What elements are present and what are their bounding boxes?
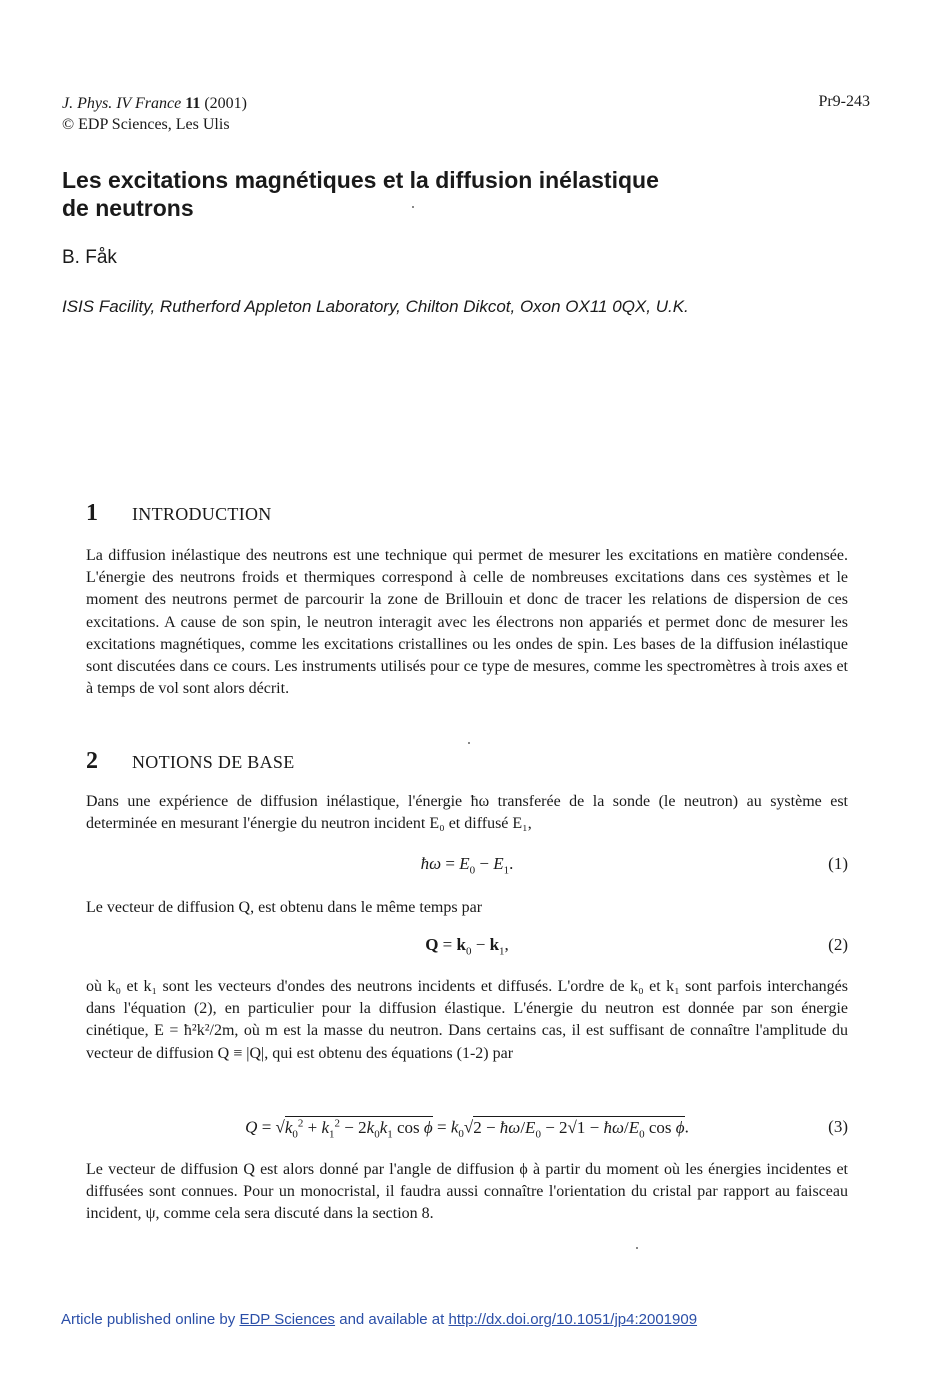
equation-1	[86, 854, 848, 878]
equation-1-body: ħω = $E_0 - E_1$.	[420, 854, 514, 877]
title-line-1: Les excitations magnétiques et la diffusion inélastique	[62, 167, 659, 193]
title-line-2: de neutrons	[62, 195, 194, 221]
equation-2	[86, 935, 848, 959]
author: B. Fåk	[62, 247, 117, 268]
section-2-title: NOTIONS DE BASE	[132, 752, 295, 772]
scan-speck	[636, 1247, 638, 1249]
journal-year: (2001)	[204, 95, 247, 112]
section-1-title: INTRODUCTION	[132, 504, 272, 524]
equation-2-number: (2)	[828, 935, 848, 954]
section-1-heading	[86, 500, 272, 527]
section-2-number: 2	[86, 748, 98, 774]
scan-speck	[468, 742, 470, 744]
section-2-heading	[86, 748, 295, 775]
paper-title	[62, 166, 822, 222]
equation-3-body: $Q = √k_0^2 + k_1^2 - 2k_0k_1$ $\cos \phi = k_0√2$ − $ħ\omega/E_0 - 2√1$ − $ħ\omega/E_0$ cos ϕ.	[245, 1117, 689, 1141]
footer	[61, 1311, 697, 1328]
section-1-paragraph: La diffusion inélastique des neutrons est une technique qui permet de mesurer les excitations en matière condensée. L'énergie des neutrons froids et thermiques correspond à celle de nombreuses excitations dans ces systèmes et le moment des neutrons permet de parcourir la zone de Brillouin et donc de tracer les relations de dispersion de ces excitations. A cause de son spin, le neutron interagit avec les électrons non appariés et permet donc de mesurer les excitations magnétiques, comme les excitations cristallines ou les ondes de spin. Les bases de la diffusion inélastique sont discutées dans ce cours. Les instruments utilisés pour ce type de mesures, comme les spectromètres à trois axes et à temps de vol sont alors décrit.	[86, 547, 848, 698]
equation-3	[86, 1117, 848, 1141]
journal-volume: 11	[185, 95, 201, 112]
equation-2-body: $Q = k_0 - k_1$,	[425, 935, 509, 958]
section-2-paragraph-1: Dans une expérience de diffusion inélastique, l'énergie ħω transferée de la sonde (le neutron) au système est determinée en mesurant l'énergie du neutron incident E₀ et diffusé E₁,	[86, 793, 848, 833]
journal-name: J. Phys. IV France	[62, 95, 182, 112]
page-number: Pr9-243	[818, 93, 870, 110]
affiliation: ISIS Facility, Rutherford Appleton Laboratory, Chilton Dikcot, Oxon OX11 0QX, U.K.	[62, 297, 689, 316]
footer-prefix: Article published online by	[61, 1311, 236, 1328]
copyright: © EDP Sciences, Les Ulis	[62, 116, 230, 133]
journal-citation	[62, 93, 247, 135]
equation-3-number: (3)	[828, 1117, 848, 1136]
section-1-number: 1	[86, 500, 98, 526]
equation-1-number: (1)	[828, 854, 848, 873]
publisher-link[interactable]: EDP Sciences	[239, 1311, 336, 1328]
scan-speck	[412, 206, 414, 208]
footer-middle: and available at	[339, 1311, 445, 1328]
doi-link[interactable]: http://dx.doi.org/10.1051/jp4:2001909	[448, 1311, 698, 1328]
section-2-paragraph-4: Le vecteur de diffusion Q est alors donné par l'angle de diffusion ϕ à partir du moment où les énergies incidentes et diffusées sont connues. Pour un monocristal, il faudra aussi connaître l'orientation du cristal par rapport au faisceau incident, ψ, comme cela sera discuté dans la section 8.	[86, 1161, 848, 1223]
section-2-paragraph-2: Le vecteur de diffusion Q, est obtenu dans le même temps par	[86, 899, 483, 916]
section-2-paragraph-3: où k₀ et k₁ sont les vecteurs d'ondes des neutrons incidents et diffusés. L'ordre de k₀ et k₁ sont parfois interchangés dans l'équation (2), en particulier pour la diffusion élastique. L'énergie du neutron est donnée par son énergie cinétique, E = ħ²k²/2m, où m est la masse du neutron. Dans certains cas, il est suffisant de connaître l'amplitude du vecteur de diffusion Q ≡ |Q|, qui est obtenu des équations (1-2) par	[86, 978, 848, 1062]
